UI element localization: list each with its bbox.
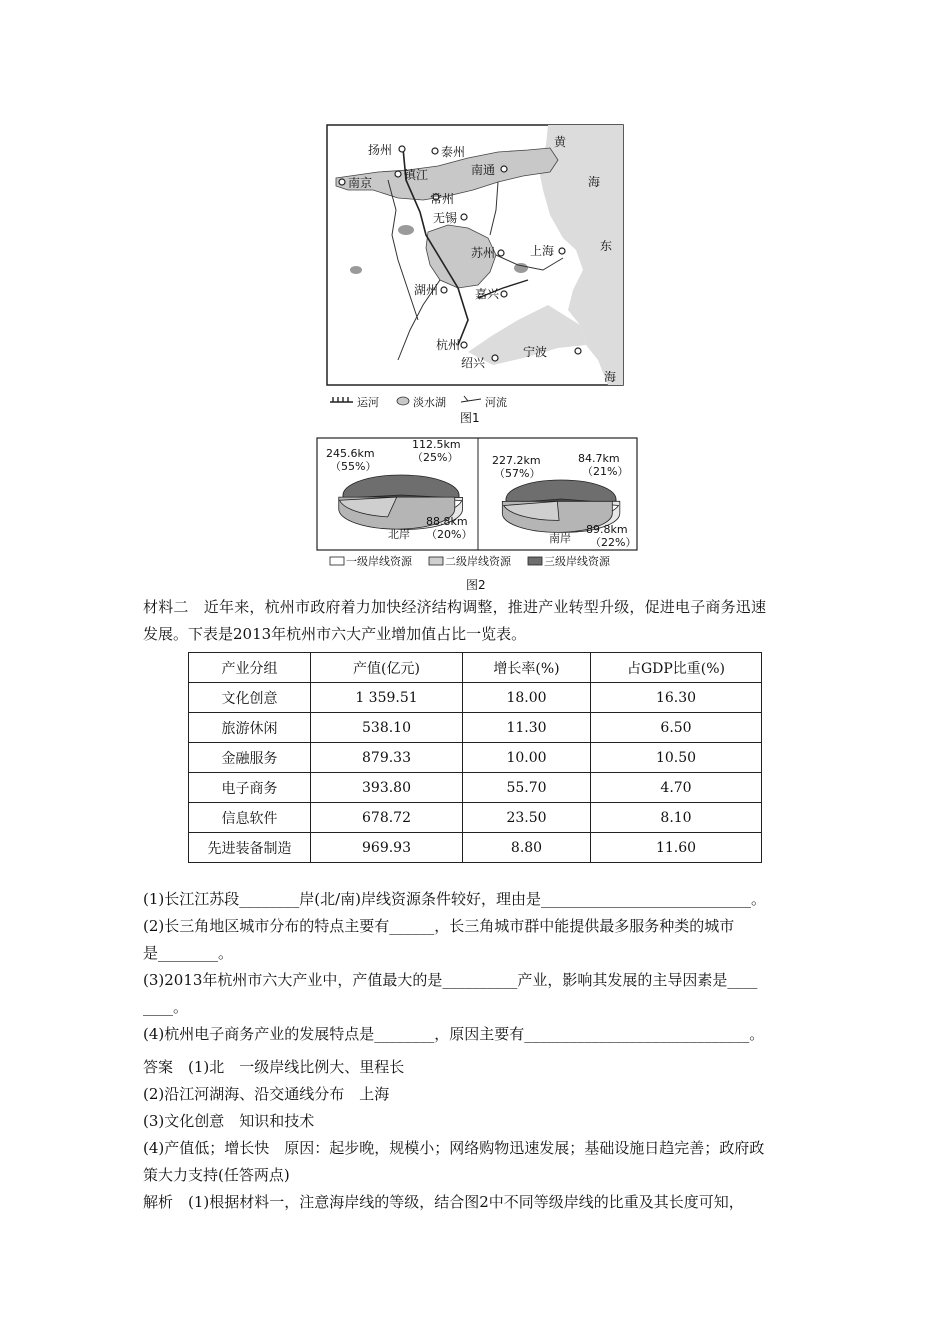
legend-swatch-first [330,557,344,565]
city-label: 湖州 [414,283,439,297]
city-label: 上海 [530,244,555,258]
lake-legend-icon [397,397,409,405]
figure2-legend [330,554,611,568]
legend-swatch-third [528,557,542,565]
city-label: 嘉兴 [475,287,500,301]
question-3: (3)2013年杭州市六大产业中，产值最大的是__________产业，影响其发展的主导因素是____ [143,971,758,989]
sea-label: 海 [604,370,617,384]
answer-line: 策大力支持(任答两点) [143,1166,290,1184]
question-2-cont: 是________。 [143,944,234,962]
table-cell: 879.33 [311,743,463,773]
table-cell: 8.10 [591,803,762,833]
material2-line1: 材料二 近年来，杭州市政府着力加快经济结构调整，推进产业转型升级，促进电子商务迅速 [143,598,767,616]
table-cell: 23.50 [463,803,591,833]
north-second-km: 88.8km [426,515,468,528]
table-cell: 金融服务 [189,743,311,773]
legend-second: 二级岸线资源 [445,555,511,568]
table-header: 占GDP比重(%) [591,653,762,683]
north-first-pct: （25%） [412,451,459,464]
legend-canal: 运河 [357,396,379,409]
table-cell: 393.80 [311,773,463,803]
north-first-km: 112.5km [412,438,461,451]
table-header: 产业分组 [189,653,311,683]
south-second-km: 89.8km [586,523,628,536]
table-cell: 16.30 [591,683,762,713]
question-1: (1)长江江苏段________岸(北/南)岸线资源条件较好，理由是____________________________。 [143,890,767,908]
table-cell: 先进装备制造 [189,833,311,863]
city-label: 扬州 [368,143,393,157]
figure1-caption: 图1 [460,411,480,425]
table-cell: 信息软件 [189,803,311,833]
table-cell: 文化创意 [189,683,311,713]
industry-table [188,652,762,863]
table-cell: 18.00 [463,683,591,713]
questions-block [143,886,833,1048]
table-header: 增长率(%) [463,653,591,683]
river-legend-icon [461,396,481,402]
table-cell: 969.93 [311,833,463,863]
south-label: 南岸 [549,532,571,545]
legend-swatch-second [429,557,443,565]
sea-label: 东 [600,239,613,253]
material2-line2: 发展。下表是2013年杭州市六大产业增加值占比一览表。 [143,625,527,643]
table-row [189,773,762,803]
city-label: 常州 [430,192,455,206]
table-header: 产值(亿元) [311,653,463,683]
table-row [189,743,762,773]
south-first-pct: （21%） [582,465,629,478]
south-first-km: 84.7km [578,452,620,465]
small-lake [398,225,414,235]
north-third-pct: （55%） [330,460,377,473]
small-lake [350,266,362,274]
table-cell: 10.00 [463,743,591,773]
figure1-map [318,120,628,428]
city-label: 南京 [348,176,373,190]
sea-label: 黄 [554,135,567,149]
table-cell: 6.50 [591,713,762,743]
table-row [189,713,762,743]
south-third-km: 227.2km [492,454,541,467]
figure2-caption: 图2 [466,578,486,592]
answer-line: (3)文化创意 知识和技术 [143,1112,315,1130]
sea-label: 海 [588,175,601,189]
answer-line: (2)沿江河湖海、沿交通线分布 上海 [143,1085,390,1103]
table-header-row [189,653,762,683]
table-row [189,683,762,713]
city-label: 宁波 [523,345,548,359]
table-cell: 55.70 [463,773,591,803]
city-label: 泰州 [441,145,466,159]
legend-lake: 淡水湖 [413,396,446,409]
canal-legend-icon [330,397,353,402]
table-cell: 10.50 [591,743,762,773]
table-cell: 678.72 [311,803,463,833]
north-second-pct: （20%） [426,528,473,541]
answer-line: 答案 (1)北 一级岸线比例大、里程长 [143,1058,405,1076]
south-second-pct: （22%） [590,536,637,549]
analysis-line: 解析 (1)根据材料一，注意海岸线的等级，结合图2中不同等级岸线的比重及其长度可知， [143,1193,744,1211]
city-label: 绍兴 [461,356,486,370]
answers-block [143,1054,833,1216]
table-cell: 8.80 [463,833,591,863]
table-row [189,833,762,863]
legend-third: 三级岸线资源 [544,555,610,568]
city-label: 镇江 [404,168,429,182]
table-row [189,803,762,833]
south-third-pct: （57%） [494,467,541,480]
city-label: 无锡 [433,211,458,225]
city-label: 南通 [471,163,496,177]
legend-first: 一级岸线资源 [346,555,412,568]
north-label: 北岸 [388,528,410,541]
north-third-km: 245.6km [326,447,375,460]
table-cell: 电子商务 [189,773,311,803]
city-label: 苏州 [471,246,496,260]
material2-paragraph [143,594,823,648]
answer-line: (4)产值低；增长快 原因：起步晚，规模小；网络购物迅速发展；基础设施日趋完善；政府政 [143,1139,765,1157]
table-cell: 4.70 [591,773,762,803]
city-label: 杭州 [436,338,461,352]
question-4: (4)杭州电子商务产业的发展特点是________，原因主要有______________________________。 [143,1025,765,1043]
question-3-cont: ____。 [143,998,189,1016]
table-cell: 538.10 [311,713,463,743]
table-cell: 旅游休闲 [189,713,311,743]
figure1-legend [330,395,507,409]
table-cell: 11.30 [463,713,591,743]
table-cell: 1 359.51 [311,683,463,713]
legend-river: 河流 [485,396,507,409]
question-2: (2)长三角地区城市分布的特点主要有______，长三角城市群中能提供最多服务种类的城市 [143,917,735,935]
figure2-charts [316,437,638,597]
table-cell: 11.60 [591,833,762,863]
